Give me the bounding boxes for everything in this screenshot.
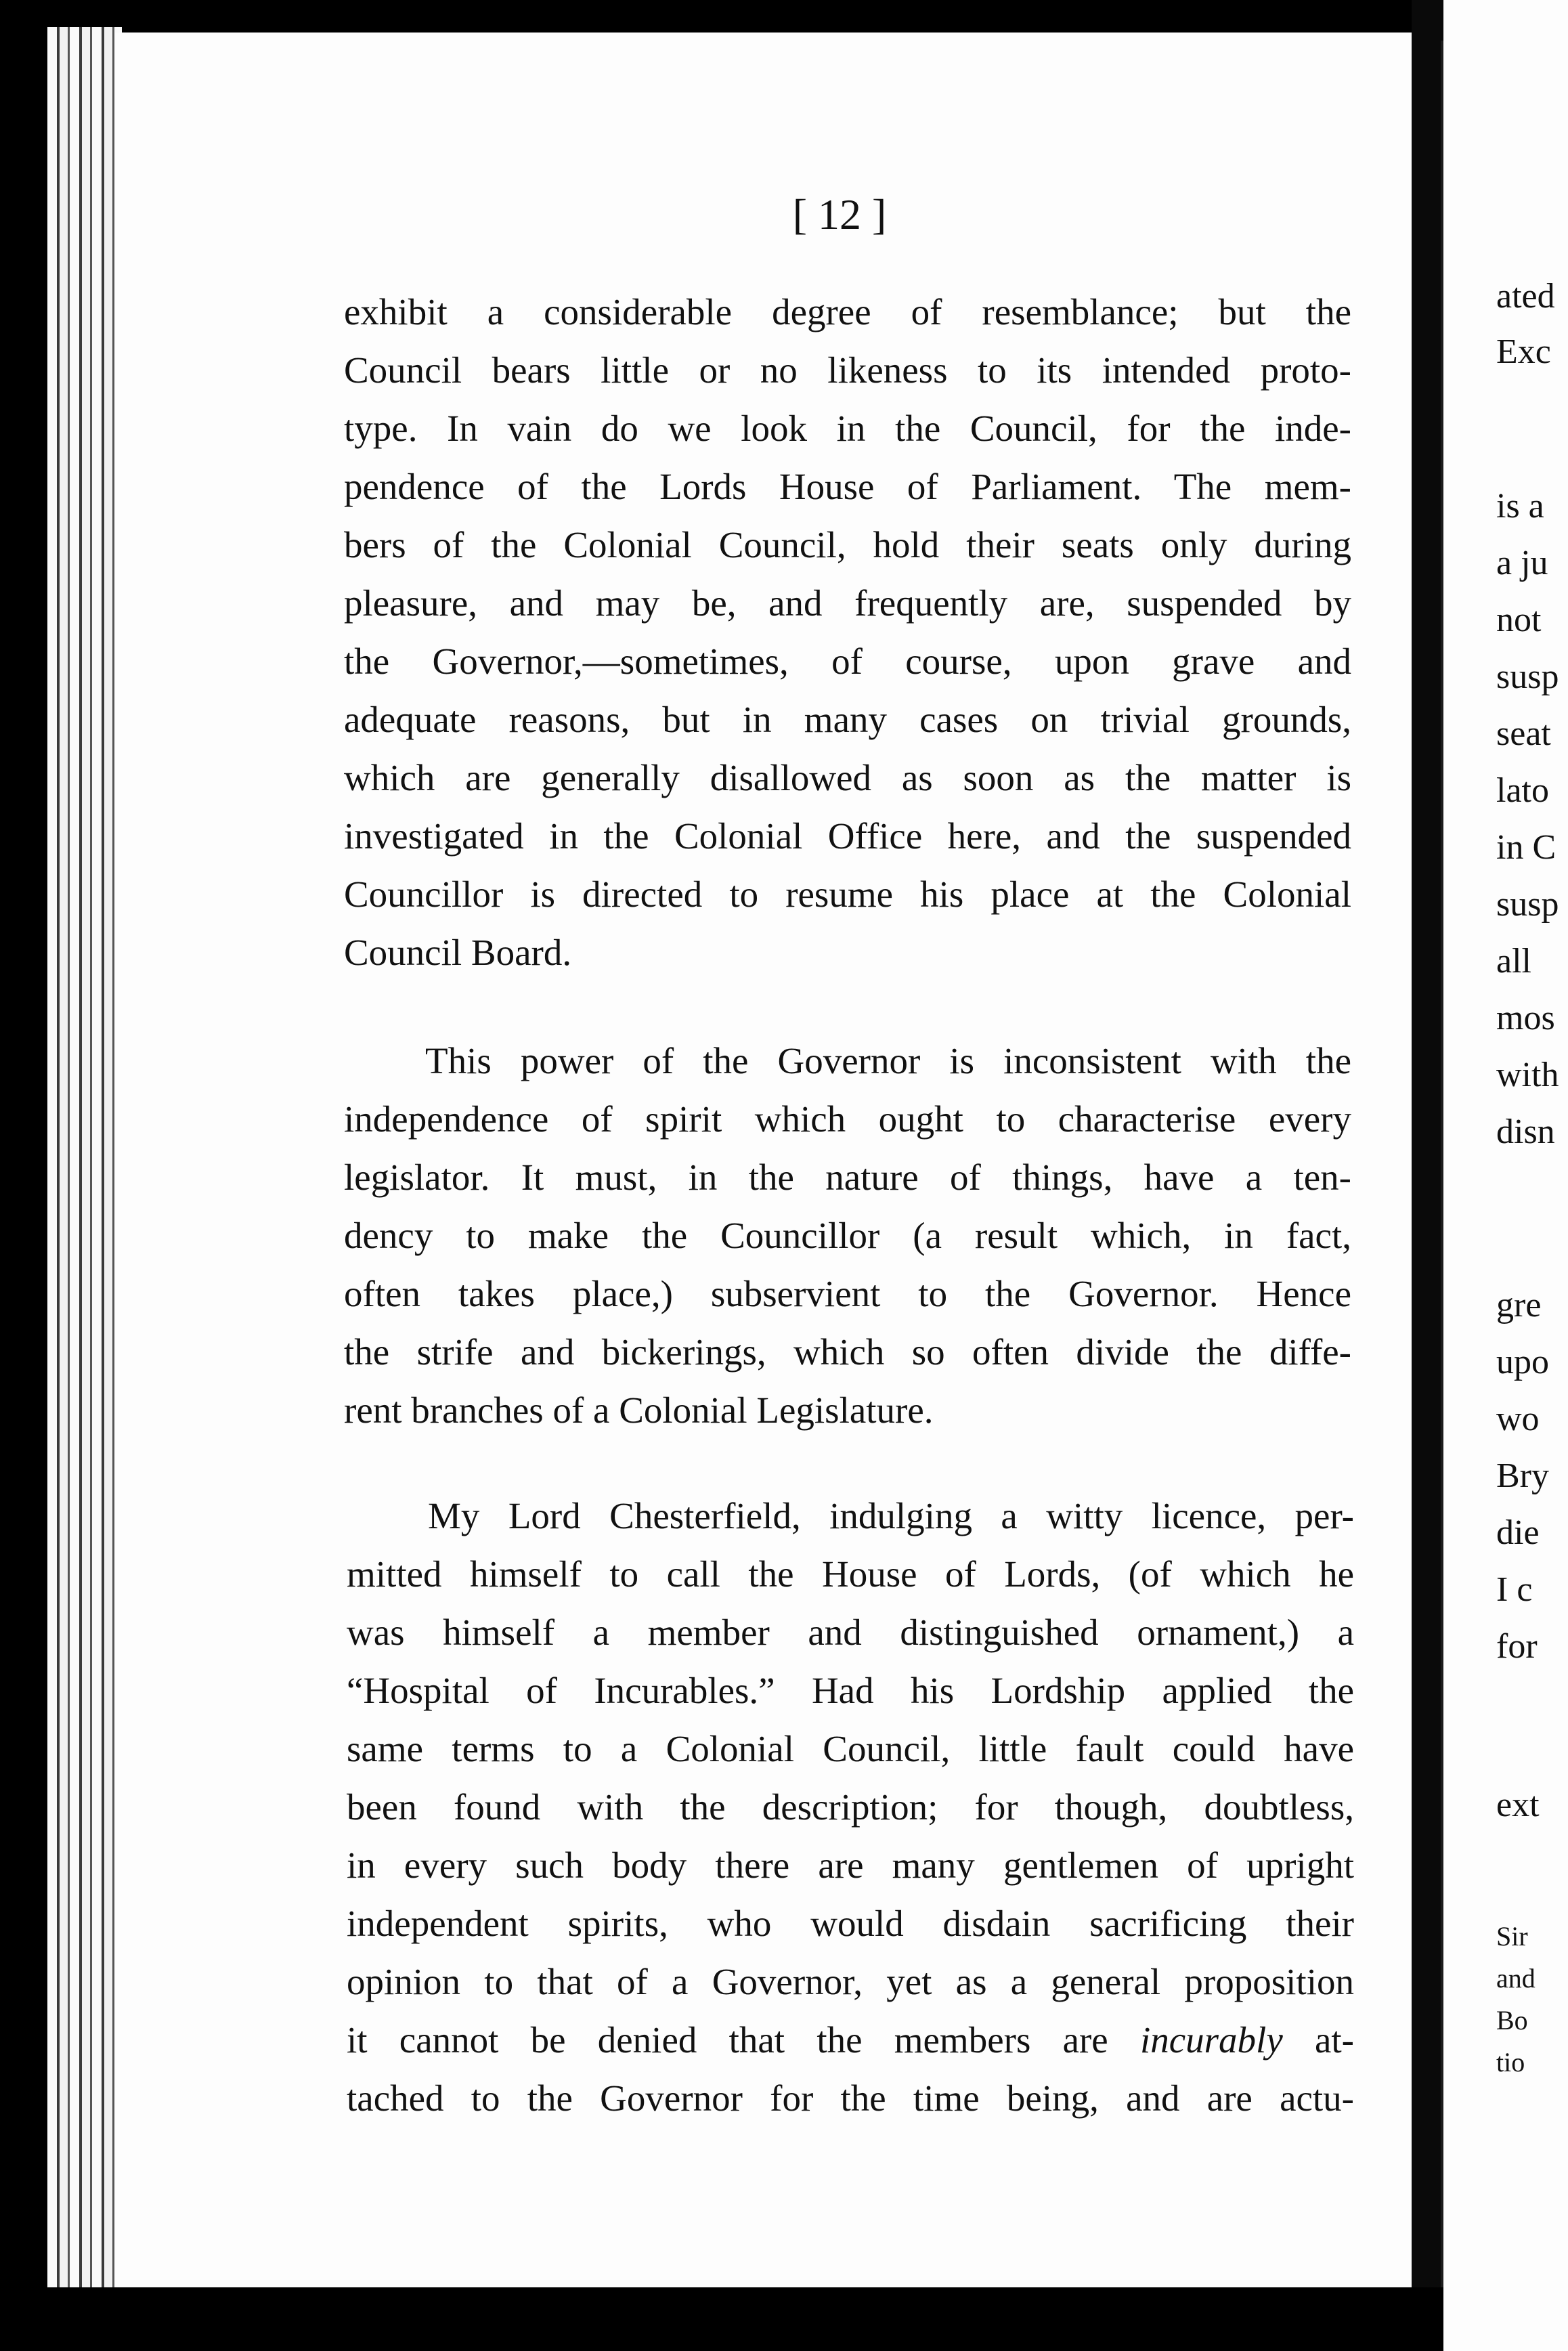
page-number: [ 12 ] xyxy=(792,190,887,238)
paragraph-2 xyxy=(344,1032,1351,1440)
fragment: not xyxy=(1496,601,1542,639)
text-line: tached to the Governor for the time being, and are actu- xyxy=(347,2077,1354,2119)
fragment: for xyxy=(1496,1627,1538,1666)
footnote-fragment: Bo xyxy=(1496,2005,1528,2035)
fragment: ated xyxy=(1496,277,1555,316)
fragment: ext xyxy=(1496,1786,1540,1824)
fragment: upo xyxy=(1496,1343,1549,1381)
text-line: pleasure, and may be, and frequently are, suspended by xyxy=(344,582,1351,624)
scan-border xyxy=(0,2287,1443,2351)
text-line: My Lord Chesterfield, indulging a witty licence, per- xyxy=(428,1495,1354,1536)
text-line: bers of the Colonial Council, hold their seats only during xyxy=(344,524,1351,565)
text-line: Councillor is directed to resume his place at the Colonial xyxy=(344,873,1351,915)
book-gutter xyxy=(1412,0,1443,2351)
text-line: mitted himself to call the House of Lords, (of which he xyxy=(347,1553,1354,1595)
fragment: with xyxy=(1496,1056,1559,1094)
fragment: a ju xyxy=(1496,544,1548,582)
emphasized-word: incurably xyxy=(1139,2019,1283,2061)
fragment: susp xyxy=(1496,885,1559,924)
footnote-fragment: Sir xyxy=(1496,1921,1528,1951)
fragment: Bry xyxy=(1496,1457,1549,1495)
fragment: mos xyxy=(1496,999,1555,1037)
paragraph-1 xyxy=(344,283,1351,982)
fragment: I c xyxy=(1496,1570,1533,1609)
text-line: been found with the description; for though, doubtless, xyxy=(347,1786,1354,1828)
fragment: is a xyxy=(1496,487,1544,525)
fragment: all xyxy=(1496,942,1531,980)
fragment: seat xyxy=(1496,714,1551,753)
text-line: was himself a member and distinguished ornament,) a xyxy=(347,1612,1354,1653)
text-line: independence of spirit which ought to characterise every xyxy=(344,1098,1351,1140)
text-line: it cannot be denied that the members are incurably at- xyxy=(347,2019,1354,2061)
text-line: “Hospital of Incurables.” Had his Lordship applied the xyxy=(347,1670,1354,1711)
fragment: lato xyxy=(1496,771,1549,810)
text-line: opinion to that of a Governor, yet as a general proposition xyxy=(347,1961,1354,2002)
text-line: dency to make the Councillor (a result which, in fact, xyxy=(344,1215,1351,1256)
text-line: type. In vain do we look in the Council, for the inde- xyxy=(344,408,1351,449)
fragment: Exc xyxy=(1496,332,1551,371)
text-line: Council Board. xyxy=(344,932,572,973)
fragment: die xyxy=(1496,1513,1540,1552)
fragment: gre xyxy=(1496,1286,1542,1324)
footnote-fragment: and xyxy=(1496,1963,1536,1993)
fragment: susp xyxy=(1496,657,1559,696)
paragraph-3 xyxy=(347,1487,1354,2128)
text-line: investigated in the Colonial Office here, and the suspended xyxy=(344,815,1351,857)
text-line: same terms to a Colonial Council, little fault could have xyxy=(347,1728,1354,1769)
text-line: which are generally disallowed as soon as the matter is xyxy=(344,757,1351,798)
text-line: adequate reasons, but in many cases on trivial grounds, xyxy=(344,699,1351,740)
text-line: pendence of the Lords House of Parliament. The mem- xyxy=(344,466,1351,507)
text-line: the strife and bickerings, which so often divide the diffe- xyxy=(344,1331,1351,1373)
text-line: independent spirits, who would disdain sacrificing their xyxy=(347,1903,1354,1944)
fragment: wo xyxy=(1496,1400,1540,1438)
text-line: the Governor,—sometimes, of course, upon grave and xyxy=(344,641,1351,682)
fragment: in C xyxy=(1496,828,1556,867)
page-edges xyxy=(47,27,122,2289)
text-line: often takes place,) subservient to the Governor. Hence xyxy=(344,1273,1351,1314)
text-line: This power of the Governor is inconsistent with the xyxy=(425,1040,1351,1081)
text-line: rent branches of a Colonial Legislature. xyxy=(344,1389,934,1431)
text-line: Council bears little or no likeness to its intended proto- xyxy=(344,349,1351,391)
text-line: in every such body there are many gentlemen of upright xyxy=(347,1845,1354,1886)
fragment: disn xyxy=(1496,1113,1555,1151)
text-line: legislator. It must, in the nature of things, have a ten- xyxy=(344,1157,1351,1198)
text-line: exhibit a considerable degree of resemblance; but the xyxy=(344,291,1351,332)
footnote-fragment: tio xyxy=(1496,2047,1525,2077)
